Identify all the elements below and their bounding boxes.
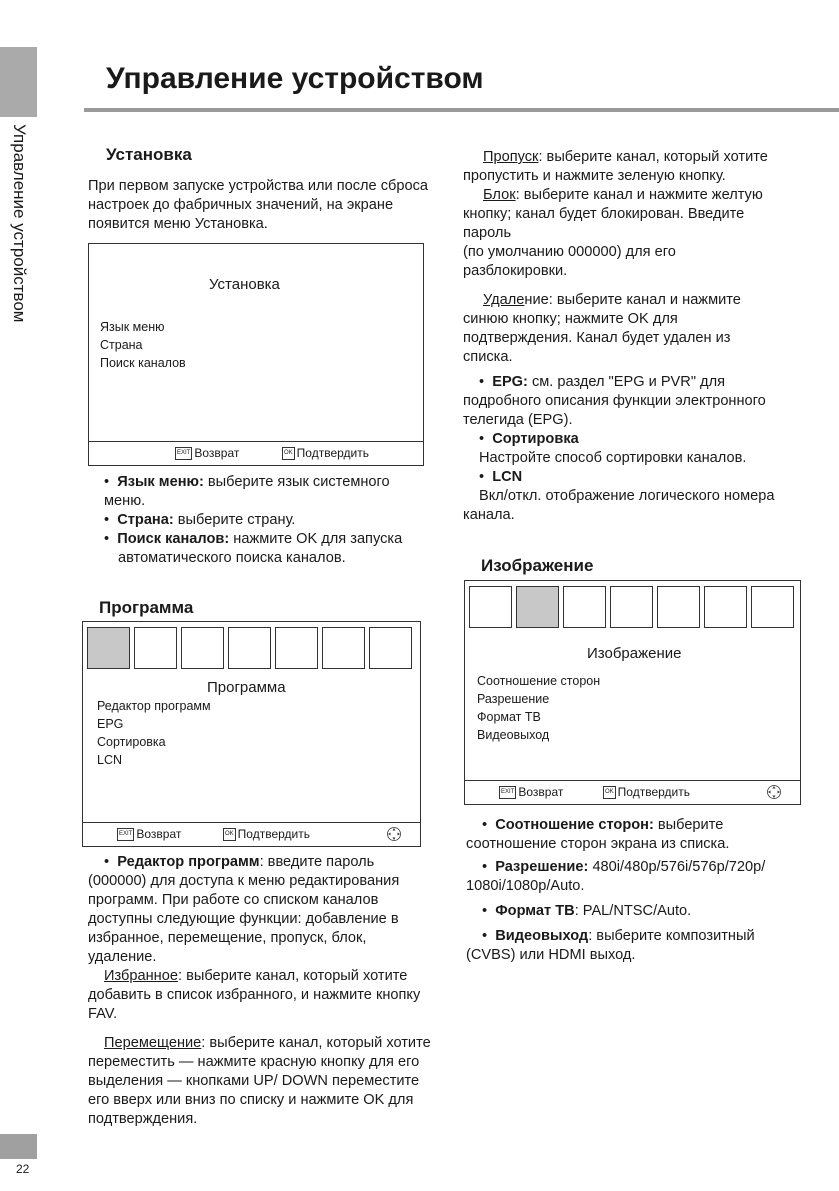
- program-tab-strip: [87, 627, 412, 669]
- page-number-tab: [0, 1134, 37, 1159]
- page-title: Управление устройством: [106, 62, 484, 95]
- back-hint: EXIT Возврат: [177, 446, 240, 460]
- program-functions-continued: Пропуск: выберите канал, который хотите пропустить и нажмите зеленую кнопку. Блок: выберите канал и нажмите желтую кнопку; канал будет блокирован. Введите пароль (по умолчанию 000000) для его разблокировки. Удаление: выберите канал и нажмите синюю кнопку; нажмите OK для подтверждения. Канал будет удален из списка. • EPG: см. раздел "EPG и PVR" для подробного описания функции электронного телегида (EPG). • Сортировка Настройте способ сортировки каналов. • LCN Вкл/откл. отображение логического номера канала.: [463, 149, 775, 523]
- image-heading: Изображение: [481, 556, 594, 575]
- menu-item-tv-format: Формат ТВ: [477, 710, 541, 724]
- install-heading: Установка: [106, 145, 192, 164]
- install-intro: При первом запуске устройства или после сброса настроек до фабричных значений, на экране появится меню Установка.: [88, 178, 429, 232]
- menu-item-language: Язык меню: [100, 320, 165, 334]
- back-hint: EXIT Возврат: [501, 785, 564, 799]
- menu-item-video-output: Видеовыход: [477, 728, 550, 742]
- menu-item-lcn: LCN: [97, 753, 123, 767]
- tab-cell: [322, 627, 365, 669]
- dpad-navigation-icon: [766, 784, 782, 800]
- tab-cell: [181, 627, 224, 669]
- tab-cell-selected: [87, 627, 130, 669]
- program-menu-footer: [83, 822, 420, 846]
- ok-key-icon: OK: [223, 828, 236, 841]
- exit-key-icon: EXIT: [499, 786, 516, 799]
- menu-item-country: Страна: [100, 338, 143, 352]
- menu-item-sorting: Сортировка: [97, 735, 166, 749]
- image-menu-screen: [464, 580, 801, 805]
- install-menu-title: Установка: [209, 276, 280, 293]
- confirm-hint: OK Подтвердить: [605, 785, 690, 799]
- tab-cell: [563, 586, 606, 628]
- tab-cell: [275, 627, 318, 669]
- image-menu-footer: [465, 780, 800, 804]
- install-bullets: • Язык меню: выберите язык системного меню. • Страна: выберите страну. • Поиск каналов: нажмите OK для запуска автоматического поиска каналов.: [104, 474, 403, 566]
- title-divider: [84, 108, 839, 112]
- program-menu-screen: [82, 621, 421, 847]
- program-description: • Редактор программ: введите пароль (000000) для доступа к меню редактирования программ. При работе со списком каналов доступны следующие функции: добавление в избранное, перемещение, пропуск, блок, удаление. Избранное: выберите канал, который хотите добавить в список избранного, и нажмите кнопку FAV. Перемещение: выберите канал, который хотите переместить — нажмите красную кнопку для его выделения — кнопками UP/ DOWN переместите его вверх или вниз по списку и нажмите OK для подтверждения.: [88, 854, 431, 1127]
- exit-key-icon: EXIT: [175, 447, 192, 460]
- menu-item-aspect-ratio: Соотношение сторон: [477, 674, 601, 688]
- tab-cell: [751, 586, 794, 628]
- ok-key-icon: OK: [603, 786, 616, 799]
- image-description: • Соотношение сторон: выберите соотношение сторон экрана из списка. • Разрешение: 480i/480p/576i/576p/720p/ 1080i/1080p/Auto. • Формат ТВ: PAL/NTSC/Auto. • Видеовыход: выберите композитный (CVBS) или HDMI выход.: [466, 817, 766, 963]
- install-menu-screen: [88, 243, 424, 466]
- tab-cell: [228, 627, 271, 669]
- menu-item-resolution: Разрешение: [477, 692, 550, 706]
- back-hint: EXIT Возврат: [119, 827, 182, 841]
- image-menu-title: Изображение: [587, 645, 682, 662]
- install-menu-footer: [89, 441, 423, 465]
- tab-cell-selected: [516, 586, 559, 628]
- confirm-hint: OK Подтвердить: [225, 827, 310, 841]
- menu-item-epg: EPG: [97, 717, 124, 731]
- menu-item-program-editor: Редактор программ: [97, 699, 211, 713]
- tab-cell: [610, 586, 653, 628]
- side-section-title: Управление устройством: [10, 124, 29, 323]
- tab-cell: [369, 627, 412, 669]
- menu-item-channel-search: Поиск каналов: [100, 356, 186, 370]
- tab-cell: [704, 586, 747, 628]
- program-menu-title: Программа: [207, 679, 286, 696]
- ok-key-icon: OK: [282, 447, 295, 460]
- tab-cell: [469, 586, 512, 628]
- program-heading: Программа: [99, 598, 194, 617]
- tab-cell: [657, 586, 700, 628]
- dpad-navigation-icon: [386, 826, 402, 842]
- confirm-hint: OK Подтвердить: [284, 446, 369, 460]
- section-tab: [0, 47, 37, 117]
- page-number: 22: [16, 1162, 30, 1176]
- exit-key-icon: EXIT: [117, 828, 134, 841]
- tab-cell: [134, 627, 177, 669]
- image-tab-strip: [469, 586, 794, 628]
